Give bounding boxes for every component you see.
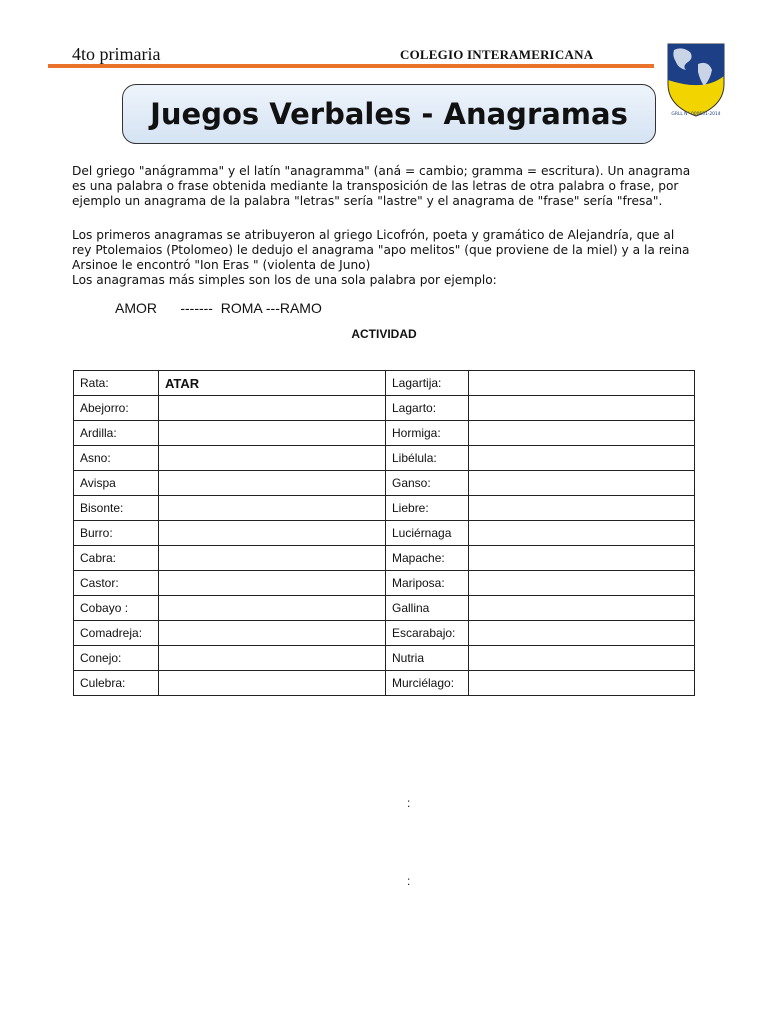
answer-field[interactable] <box>469 571 695 596</box>
answer-field[interactable] <box>159 446 386 471</box>
answer-field[interactable] <box>159 496 386 521</box>
table-row <box>74 546 695 571</box>
animal-name: Avispa <box>74 471 159 496</box>
answer-field[interactable] <box>159 546 386 571</box>
animal-name: Ardilla: <box>74 421 159 446</box>
animal-name: Liebre: <box>386 496 469 521</box>
table-row <box>74 571 695 596</box>
animal-name: Comadreja: <box>74 621 159 646</box>
history-line: Los anagramas más simples son los de una sola palabra por ejemplo: <box>72 273 497 287</box>
grade-label: 4to primaria <box>72 44 161 64</box>
table-row <box>74 646 695 671</box>
stray-mark: : <box>407 874 411 888</box>
answer-field[interactable]: ATAR <box>159 371 386 396</box>
answer-field[interactable] <box>159 571 386 596</box>
animal-name: Cabra: <box>74 546 159 571</box>
answer-field[interactable] <box>469 546 695 571</box>
answer-field[interactable] <box>159 596 386 621</box>
animal-name: Castor: <box>74 571 159 596</box>
answer-field[interactable] <box>469 596 695 621</box>
animal-name: Luciérnaga <box>386 521 469 546</box>
animal-name: Murciélago: <box>386 671 469 696</box>
history-line: Arsinoe le encontró "Ion Eras " (violenta de Juno) <box>72 258 371 272</box>
answer-field[interactable] <box>159 521 386 546</box>
answer-field[interactable] <box>469 421 695 446</box>
activity-heading: ACTIVIDAD <box>351 327 417 341</box>
history-paragraph <box>72 228 694 288</box>
history-line: rey Ptolemaios (Ptolomeo) le dedujo el anagrama "apo melitos" (que proviene de la miel) y a la reina <box>72 243 690 257</box>
animal-name: Mariposa: <box>386 571 469 596</box>
table-row <box>74 521 695 546</box>
answer-field[interactable] <box>469 521 695 546</box>
animal-name: Rata: <box>74 371 159 396</box>
answer-field[interactable] <box>469 496 695 521</box>
intro-line: Del griego "anágramma" y el latín "anagramma" (aná = cambio; gramma = escritura). Un anagrama <box>72 164 691 178</box>
intro-line: ejemplo un anagrama de la palabra "letras" sería "lastre" y el anagrama de "frase" sería "fresa". <box>72 194 663 208</box>
table-row <box>74 671 695 696</box>
answer-field[interactable] <box>469 446 695 471</box>
animal-name: Abejorro: <box>74 396 159 421</box>
table-row <box>74 421 695 446</box>
answer-field[interactable] <box>159 396 386 421</box>
answer-field[interactable] <box>469 396 695 421</box>
header-rule <box>48 64 654 68</box>
table-row <box>74 596 695 621</box>
school-logo-icon <box>664 40 728 120</box>
answer-field[interactable] <box>469 371 695 396</box>
animal-name: Mapache: <box>386 546 469 571</box>
answer-field[interactable] <box>159 471 386 496</box>
history-line: Los primeros anagramas se atribuyeron al griego Licofrón, poeta y gramático de Alejandría, que al <box>72 228 675 242</box>
animal-name: Escarabajo: <box>386 621 469 646</box>
animal-name: Bisonte: <box>74 496 159 521</box>
animal-name: Ganso: <box>386 471 469 496</box>
intro-paragraph <box>72 164 694 209</box>
animal-name: Conejo: <box>74 646 159 671</box>
title-banner <box>122 84 656 144</box>
animal-name: Hormiga: <box>386 421 469 446</box>
page-title: Juegos Verbales - Anagramas <box>150 97 628 131</box>
animal-name: Libélula: <box>386 446 469 471</box>
animal-name: Nutria <box>386 646 469 671</box>
anagram-example: AMOR ------- ROMA ---RAMO <box>115 300 322 316</box>
table-row <box>74 446 695 471</box>
answer-field[interactable] <box>469 471 695 496</box>
answer-field[interactable] <box>159 621 386 646</box>
animal-name: Gallina <box>386 596 469 621</box>
anagram-table <box>73 370 695 696</box>
animal-name: Lagarto: <box>386 396 469 421</box>
animal-name: Cobayo : <box>74 596 159 621</box>
table-row <box>74 471 695 496</box>
table-row <box>74 371 695 396</box>
answer-field[interactable] <box>159 646 386 671</box>
table-row <box>74 621 695 646</box>
animal-name: Asno: <box>74 446 159 471</box>
answer-field[interactable] <box>159 421 386 446</box>
animal-name: Culebra: <box>74 671 159 696</box>
logo-caption: GRLL N° 000651-2014 <box>671 112 721 117</box>
answer-field[interactable] <box>159 671 386 696</box>
answer-field[interactable] <box>469 621 695 646</box>
answer-field[interactable] <box>469 646 695 671</box>
answer-field[interactable] <box>469 671 695 696</box>
school-name: COLEGIO INTERAMERICANA <box>400 47 594 62</box>
stray-mark: : <box>407 796 411 810</box>
animal-name: Lagartija: <box>386 371 469 396</box>
table-row <box>74 496 695 521</box>
table-row <box>74 396 695 421</box>
intro-line: es una palabra o frase obtenida mediante la transposición de las letras de otra palabra o frase, por <box>72 179 679 193</box>
animal-name: Burro: <box>74 521 159 546</box>
